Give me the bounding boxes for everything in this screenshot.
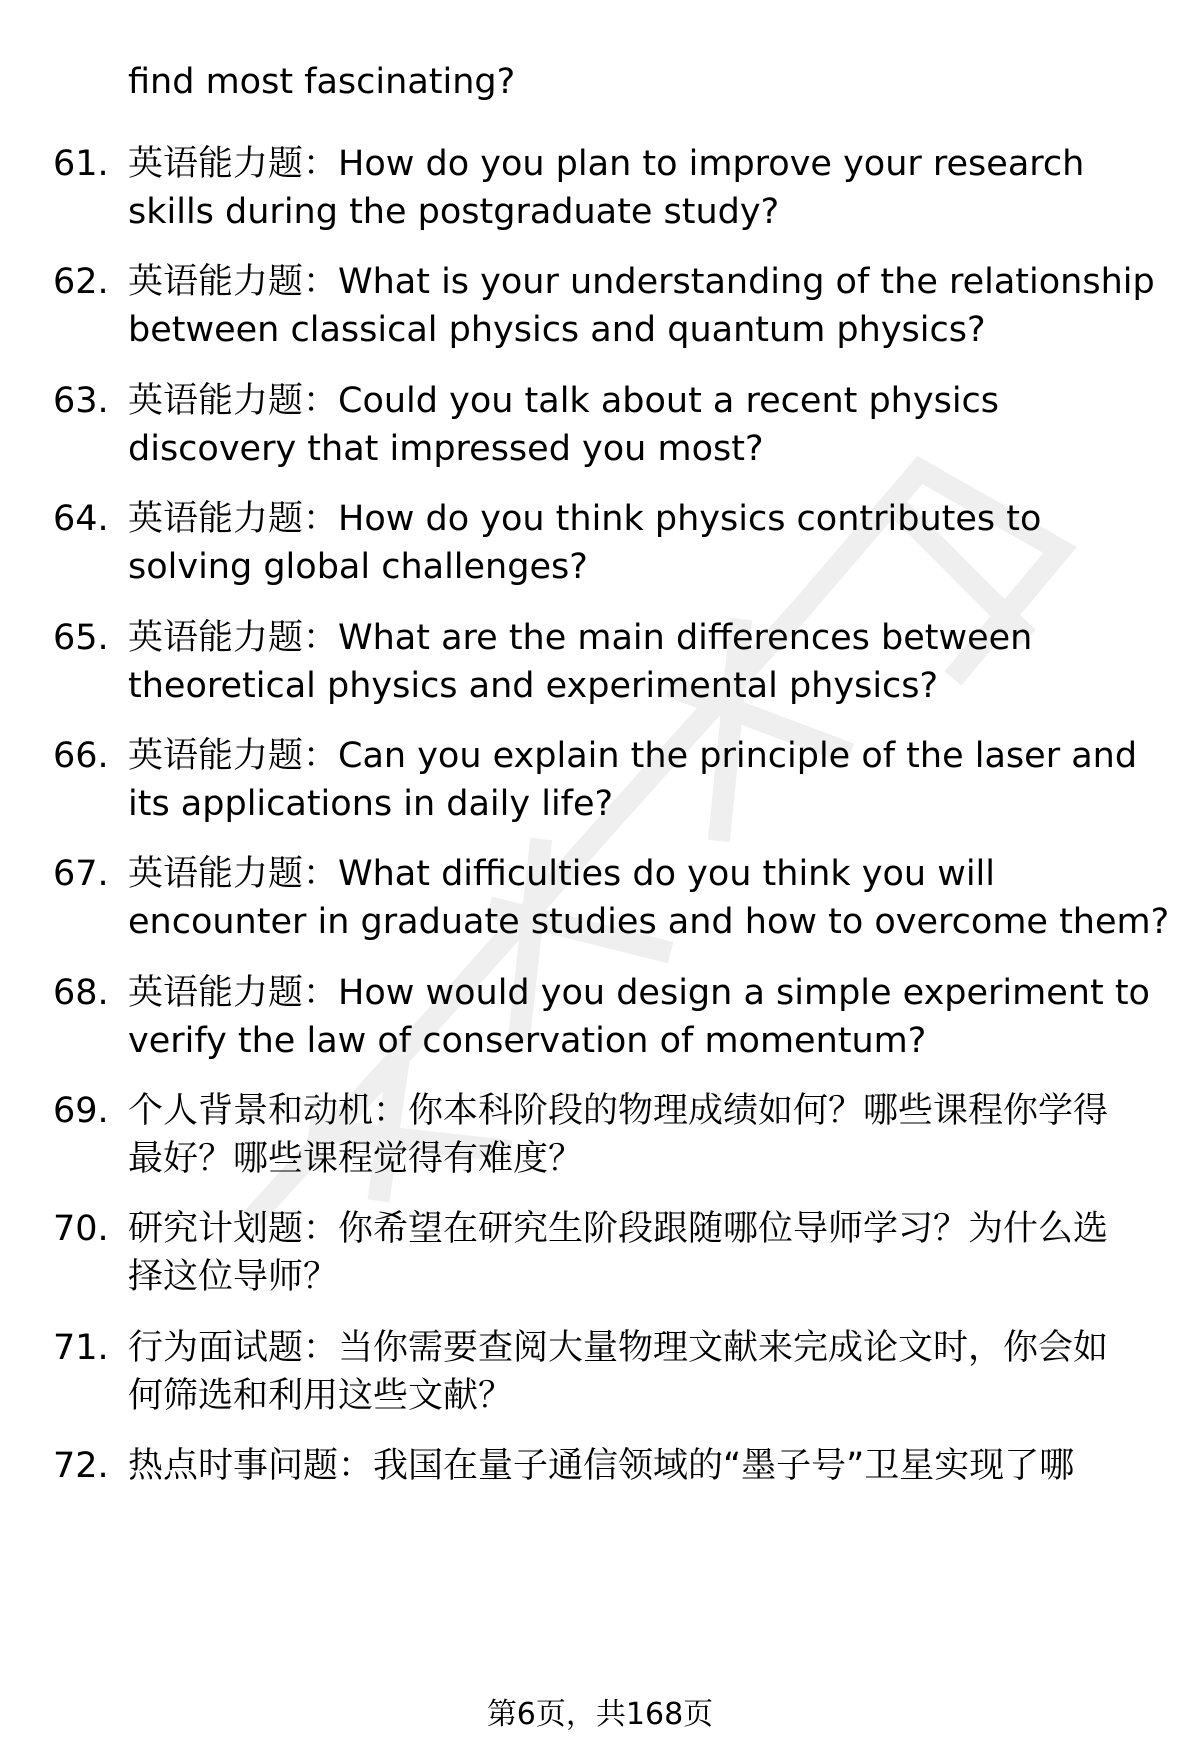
question-line: 英语能力题：What are the main differences between <box>128 618 1033 658</box>
question-text <box>128 377 1168 473</box>
question-text <box>128 495 1168 591</box>
question-number: 62. <box>53 262 109 302</box>
question-line: 英语能力题：How do you plan to improve your research <box>128 144 1085 184</box>
question-line: 英语能力题：What is your understanding of the relationship <box>128 262 1155 302</box>
question-line: 英语能力题：How would you design a simple experiment to <box>128 973 1150 1013</box>
question-number: 63. <box>53 381 109 421</box>
question-line: skills during the postgraduate study? <box>128 192 780 232</box>
question-number: 70. <box>53 1209 109 1249</box>
question-line: between classical physics and quantum physics? <box>128 310 986 350</box>
question-line: 研究计划题：你希望在研究生阶段跟随哪位导师学习？为什么选 <box>128 1209 1109 1249</box>
question-text <box>128 1205 1168 1301</box>
question-line: its applications in daily life? <box>128 784 614 824</box>
question-text <box>128 614 1168 710</box>
question-line: solving global challenges? <box>128 547 588 587</box>
question-line: 何筛选和利用这些文献？ <box>128 1376 514 1416</box>
question-number: 65. <box>53 618 109 658</box>
question-text <box>128 140 1168 236</box>
question-number: 71. <box>53 1328 109 1368</box>
question-text <box>128 732 1168 828</box>
question-line: encounter in graduate studies and how to overcome them? <box>128 902 1170 942</box>
continuation-text: find most fascinating? <box>128 62 516 102</box>
question-number: 64. <box>53 499 109 539</box>
question-line: 个人背景和动机：你本科阶段的物理成绩如何？哪些课程你学得 <box>128 1091 1109 1131</box>
question-line: 热点时事问题：我国在量子通信领域的“墨子号”卫星实现了哪 <box>128 1446 1075 1486</box>
question-line: 最好？哪些课程觉得有难度？ <box>128 1139 584 1179</box>
page-footer: 第6页，共168页 <box>486 1697 714 1732</box>
question-text <box>128 850 1168 946</box>
question-text <box>128 258 1168 354</box>
question-number: 68. <box>53 973 109 1013</box>
question-text <box>128 1442 1168 1490</box>
question-line: 英语能力题：How do you think physics contributes to <box>128 499 1042 539</box>
question-number: 69. <box>53 1091 109 1131</box>
question-number: 61. <box>53 144 109 184</box>
question-line: 择这位导师？ <box>128 1257 339 1297</box>
question-line: 英语能力题：Could you talk about a recent physics <box>128 381 1000 421</box>
question-line: theoretical physics and experimental physics? <box>128 666 939 706</box>
question-number: 72. <box>53 1446 109 1486</box>
question-number: 67. <box>53 854 109 894</box>
question-line: 英语能力题：Can you explain the principle of the laser and <box>128 736 1138 776</box>
question-text <box>128 1324 1168 1420</box>
question-line: 行为面试题：当你需要查阅大量物理文献来完成论文时，你会如 <box>128 1328 1109 1368</box>
question-number: 66. <box>53 736 109 776</box>
question-line: discovery that impressed you most? <box>128 429 764 469</box>
question-text <box>128 1087 1168 1183</box>
question-line: 英语能力题：What difficulties do you think you will <box>128 854 995 894</box>
question-line: verify the law of conservation of momentum? <box>128 1021 927 1061</box>
question-text <box>128 969 1168 1065</box>
